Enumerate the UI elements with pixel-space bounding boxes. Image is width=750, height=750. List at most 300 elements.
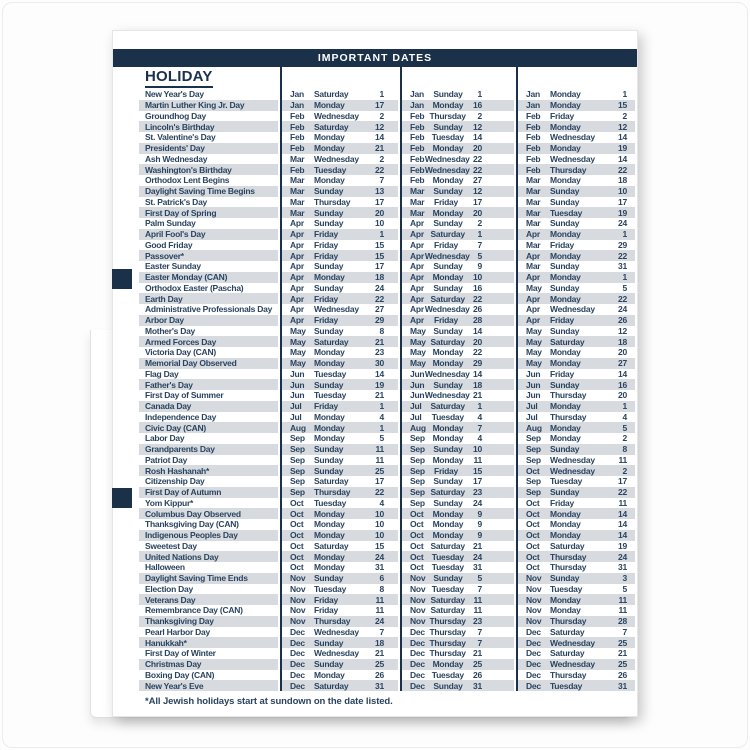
date: 10 xyxy=(618,186,627,197)
weekday: Monday xyxy=(550,594,581,605)
weekday: Saturday xyxy=(550,626,585,637)
year-col-2-cell xyxy=(400,401,516,412)
year-col-1-cell xyxy=(280,283,400,294)
weekday: Friday xyxy=(550,110,575,121)
year-col-2-cell xyxy=(400,207,516,218)
month: Mar xyxy=(526,186,541,197)
weekday: Sunday xyxy=(433,497,463,508)
date: 11 xyxy=(375,454,384,465)
month: Oct xyxy=(290,551,304,562)
weekday: Monday xyxy=(550,508,581,519)
month: Dec xyxy=(290,637,305,648)
weekday: Monday xyxy=(432,422,464,433)
weekday: Friday xyxy=(314,605,339,616)
weekday: Monday xyxy=(314,175,345,186)
year-col-1-cell xyxy=(280,594,400,605)
date: 31 xyxy=(473,680,482,691)
month: May xyxy=(290,325,306,336)
month: Jul xyxy=(290,401,302,412)
date: 18 xyxy=(618,336,627,347)
month: Nov xyxy=(526,605,542,616)
table-row xyxy=(113,229,637,240)
date: 7 xyxy=(622,626,627,637)
weekday: Friday xyxy=(434,315,459,326)
planner-page xyxy=(112,30,638,717)
year-col-3-cell xyxy=(516,336,637,347)
year-col-3-cell xyxy=(516,627,637,638)
weekday: Tuesday xyxy=(431,551,464,562)
date: 1 xyxy=(379,89,384,100)
weekday: Sunday xyxy=(314,282,344,293)
holiday-name: Mother's Day xyxy=(145,325,196,336)
weekday: Sunday xyxy=(550,325,580,336)
weekday: Wednesday xyxy=(550,659,595,670)
year-col-1-cell xyxy=(280,659,400,670)
month: Sep xyxy=(410,465,425,476)
date: 14 xyxy=(618,368,627,379)
date: 2 xyxy=(622,465,627,476)
month: Apr xyxy=(290,293,304,304)
table-row xyxy=(113,487,637,498)
year-col-3-cell xyxy=(516,659,637,670)
date: 4 xyxy=(379,497,384,508)
year-col-2-cell xyxy=(400,154,516,165)
month: Feb xyxy=(526,143,541,154)
weekday: Thursday xyxy=(429,616,466,627)
month: Apr xyxy=(526,304,540,315)
holiday-name-cell xyxy=(113,154,280,165)
holiday-name: Pearl Harbor Day xyxy=(145,626,210,637)
month: May xyxy=(290,358,306,369)
date: 7 xyxy=(477,637,482,648)
year-col-1-cell xyxy=(280,498,400,509)
date: 21 xyxy=(473,648,482,659)
weekday: Monday xyxy=(314,551,345,562)
weekday: Wednesday xyxy=(550,132,595,143)
year-col-1-cell xyxy=(280,562,400,573)
holiday-name-cell xyxy=(113,433,280,444)
year-col-1-cell xyxy=(280,508,400,519)
date: 1 xyxy=(379,401,384,412)
holiday-name: Daylight Saving Time Ends xyxy=(145,573,248,584)
date: 22 xyxy=(375,487,384,498)
month: Apr xyxy=(526,293,540,304)
table-row xyxy=(113,519,637,530)
month: Sep xyxy=(410,454,425,465)
table-row xyxy=(113,111,637,122)
month: Sep xyxy=(526,433,541,444)
year-col-1-cell xyxy=(280,293,400,304)
month: Apr xyxy=(410,218,424,229)
year-col-1-cell xyxy=(280,465,400,476)
year-col-2-cell xyxy=(400,422,516,433)
holiday-name-cell xyxy=(113,304,280,315)
weekday: Thursday xyxy=(550,669,587,680)
year-col-3-cell xyxy=(516,422,637,433)
holiday-name-cell xyxy=(113,465,280,476)
date: 24 xyxy=(618,218,627,229)
month: Sep xyxy=(290,465,305,476)
table-row xyxy=(113,465,637,476)
year-col-2-cell xyxy=(400,412,516,423)
month: Oct xyxy=(526,562,540,573)
table-row xyxy=(113,616,637,627)
holiday-name-cell xyxy=(113,541,280,552)
holiday-name: Election Day xyxy=(145,583,194,594)
weekday: Monday xyxy=(550,89,581,100)
holiday-name: Presidents' Day xyxy=(145,143,205,154)
holiday-table xyxy=(113,89,637,691)
month: Oct xyxy=(526,530,540,541)
month: Dec xyxy=(290,669,305,680)
weekday: Friday xyxy=(314,315,339,326)
year-col-3-cell xyxy=(516,412,637,423)
date: 24 xyxy=(375,616,384,627)
month: Dec xyxy=(526,637,541,648)
date: 2 xyxy=(622,110,627,121)
year-col-2-cell xyxy=(400,433,516,444)
weekday: Sunday xyxy=(550,196,580,207)
holiday-name: Sweetest Day xyxy=(145,540,197,551)
month: Dec xyxy=(410,626,425,637)
year-col-2-cell xyxy=(400,293,516,304)
holiday-name-cell xyxy=(113,605,280,616)
month: Nov xyxy=(526,616,542,627)
holiday-name: Thanksgiving Day (CAN) xyxy=(145,519,239,530)
year-col-3-cell xyxy=(516,433,637,444)
month: Oct xyxy=(526,551,540,562)
holiday-name-cell xyxy=(113,487,280,498)
year-col-2-cell xyxy=(400,100,516,111)
month: Mar xyxy=(290,207,305,218)
weekday: Thursday xyxy=(429,110,466,121)
date: 1 xyxy=(379,229,384,240)
holiday-name: Orthodox Easter (Pascha) xyxy=(145,282,244,293)
date: 5 xyxy=(622,422,627,433)
date: 25 xyxy=(375,659,384,670)
year-col-1-cell xyxy=(280,487,400,498)
month: Jun xyxy=(526,390,541,401)
date: 1 xyxy=(477,89,482,100)
year-col-2-cell xyxy=(400,551,516,562)
year-col-2-cell xyxy=(400,487,516,498)
date: 11 xyxy=(618,454,627,465)
weekday: Sunday xyxy=(433,186,463,197)
year-col-3-cell xyxy=(516,573,637,584)
year-col-3-cell xyxy=(516,154,637,165)
weekday: Thursday xyxy=(550,164,587,175)
weekday: Friday xyxy=(434,196,459,207)
year-col-2-cell xyxy=(400,89,516,100)
holiday-name: Patriot Day xyxy=(145,454,188,465)
weekday: Tuesday xyxy=(314,497,347,508)
month: Feb xyxy=(290,121,305,132)
date: 25 xyxy=(618,637,627,648)
weekday: Monday xyxy=(432,530,464,541)
weekday: Thursday xyxy=(550,551,587,562)
year-col-3-cell xyxy=(516,218,637,229)
year-col-1-cell xyxy=(280,326,400,337)
date: 7 xyxy=(379,626,384,637)
holiday-name: St. Patrick's Day xyxy=(145,196,208,207)
weekday: Tuesday xyxy=(314,164,347,175)
weekday: Monday xyxy=(432,454,464,465)
month: Jul xyxy=(410,411,422,422)
holiday-name: Veterans Day xyxy=(145,594,196,605)
table-row xyxy=(113,121,637,132)
weekday: Monday xyxy=(550,272,581,283)
date: 10 xyxy=(473,444,482,455)
month: Dec xyxy=(410,680,425,691)
date: 7 xyxy=(477,239,482,250)
date: 8 xyxy=(622,444,627,455)
year-col-2-cell xyxy=(400,541,516,552)
table-row xyxy=(113,530,637,541)
month: Jun xyxy=(526,368,541,379)
month: Dec xyxy=(290,680,305,691)
date: 14 xyxy=(473,132,482,143)
date: 1 xyxy=(622,272,627,283)
month: Dec xyxy=(526,669,541,680)
holiday-name-cell xyxy=(113,229,280,240)
holiday-name-cell xyxy=(113,551,280,562)
month: Mar xyxy=(526,261,541,272)
weekday: Monday xyxy=(432,143,464,154)
weekday: Monday xyxy=(314,519,345,530)
weekday: Saturday xyxy=(314,336,349,347)
table-row xyxy=(113,175,637,186)
holiday-name-cell xyxy=(113,637,280,648)
year-col-2-cell xyxy=(400,379,516,390)
table-row xyxy=(113,551,637,562)
month: Dec xyxy=(526,680,541,691)
holiday-name: Easter Monday (CAN) xyxy=(145,272,228,283)
year-col-3-cell xyxy=(516,272,637,283)
weekday: Friday xyxy=(550,368,575,379)
weekday: Tuesday xyxy=(314,583,347,594)
month: Feb xyxy=(526,153,541,164)
weekday: Saturday xyxy=(550,648,585,659)
date: 2 xyxy=(622,433,627,444)
month: Jan xyxy=(290,100,304,111)
month: Sep xyxy=(290,454,305,465)
holiday-name: First Day of Winter xyxy=(145,648,216,659)
date: 4 xyxy=(622,411,627,422)
date: 27 xyxy=(618,358,627,369)
table-row xyxy=(113,89,637,100)
year-col-2-cell xyxy=(400,229,516,240)
month: Feb xyxy=(526,132,541,143)
month: Jul xyxy=(526,411,538,422)
weekday: Sunday xyxy=(314,465,344,476)
month: Apr xyxy=(290,304,304,315)
month: Jun xyxy=(410,379,425,390)
year-col-3-cell xyxy=(516,132,637,143)
weekday: Sunday xyxy=(433,325,463,336)
year-col-1-cell xyxy=(280,250,400,261)
weekday: Monday xyxy=(314,508,345,519)
year-col-2-cell xyxy=(400,315,516,326)
weekday: Sunday xyxy=(314,454,344,465)
date: 6 xyxy=(379,573,384,584)
weekday: Sunday xyxy=(314,325,344,336)
year-col-2-cell xyxy=(400,519,516,530)
year-col-3-cell xyxy=(516,121,637,132)
holiday-name: Thanksgiving Day xyxy=(145,616,214,627)
holiday-name-cell xyxy=(113,283,280,294)
month: Apr xyxy=(290,250,304,261)
holiday-name-cell xyxy=(113,89,280,100)
year-col-3-cell xyxy=(516,498,637,509)
year-col-3-cell xyxy=(516,584,637,595)
important-dates-title: IMPORTANT DATES xyxy=(317,52,433,64)
weekday: Sunday xyxy=(433,218,463,229)
table-row xyxy=(113,433,637,444)
holiday-name: Good Friday xyxy=(145,239,193,250)
date: 28 xyxy=(618,616,627,627)
date: 31 xyxy=(375,562,384,573)
weekday: Sunday xyxy=(550,186,580,197)
date: 27 xyxy=(473,175,482,186)
date: 26 xyxy=(473,669,482,680)
weekday: Wednesday xyxy=(424,153,470,164)
year-col-1-cell xyxy=(280,240,400,251)
year-col-3-cell xyxy=(516,240,637,251)
date: 2 xyxy=(379,110,384,121)
month: May xyxy=(526,282,542,293)
year-col-2-cell xyxy=(400,197,516,208)
weekday: Sunday xyxy=(314,444,344,455)
month: Mar xyxy=(290,196,305,207)
holiday-name-cell xyxy=(113,498,280,509)
date: 21 xyxy=(375,390,384,401)
year-col-1-cell xyxy=(280,422,400,433)
year-col-1-cell xyxy=(280,519,400,530)
month: Apr xyxy=(526,315,540,326)
weekday: Sunday xyxy=(314,218,344,229)
month: Sep xyxy=(526,454,541,465)
weekday: Wednesday xyxy=(550,454,595,465)
weekday: Tuesday xyxy=(431,132,464,143)
year-col-1-cell xyxy=(280,229,400,240)
weekday: Saturday xyxy=(314,680,349,691)
weekday: Sunday xyxy=(550,379,580,390)
holiday-name-cell xyxy=(113,594,280,605)
date: 9 xyxy=(477,530,482,541)
month: Mar xyxy=(290,175,305,186)
month: Apr xyxy=(290,218,304,229)
date: 20 xyxy=(618,390,627,401)
weekday: Friday xyxy=(550,239,575,250)
date: 12 xyxy=(473,186,482,197)
weekday: Friday xyxy=(314,293,339,304)
year-col-3-cell xyxy=(516,594,637,605)
holiday-name: Earth Day xyxy=(145,293,183,304)
date: 1 xyxy=(379,422,384,433)
month: Mar xyxy=(410,186,425,197)
holiday-name-cell xyxy=(113,584,280,595)
year-col-3-cell xyxy=(516,175,637,186)
weekday: Monday xyxy=(550,175,581,186)
date: 25 xyxy=(375,465,384,476)
weekday: Saturday xyxy=(430,336,465,347)
month: Dec xyxy=(290,626,305,637)
year-col-1-cell xyxy=(280,444,400,455)
year-col-2-cell xyxy=(400,132,516,143)
year-col-2-cell xyxy=(400,455,516,466)
year-col-1-cell xyxy=(280,100,400,111)
weekday: Tuesday xyxy=(550,583,583,594)
weekday: Wednesday xyxy=(424,368,470,379)
month: May xyxy=(290,336,306,347)
date: 14 xyxy=(618,508,627,519)
table-row xyxy=(113,164,637,175)
date: 22 xyxy=(375,164,384,175)
holiday-name: Arbor Day xyxy=(145,315,184,326)
year-col-3-cell xyxy=(516,476,637,487)
month: Nov xyxy=(526,594,542,605)
date: 18 xyxy=(618,175,627,186)
date: 11 xyxy=(375,594,384,605)
date: 22 xyxy=(618,293,627,304)
weekday: Thursday xyxy=(550,616,587,627)
holiday-name: New Year's Day xyxy=(145,89,204,100)
weekday: Wednesday xyxy=(550,153,595,164)
year-col-1-cell xyxy=(280,207,400,218)
date: 26 xyxy=(618,315,627,326)
holiday-name-cell xyxy=(113,422,280,433)
date: 7 xyxy=(379,175,384,186)
year-col-3-cell xyxy=(516,487,637,498)
month: Apr xyxy=(526,229,540,240)
month: Apr xyxy=(410,261,424,272)
date: 24 xyxy=(473,497,482,508)
month: Jan xyxy=(526,100,540,111)
holiday-name-cell xyxy=(113,412,280,423)
month: Apr xyxy=(410,304,424,315)
month: Apr xyxy=(410,239,424,250)
month: Aug xyxy=(410,422,426,433)
date: 22 xyxy=(473,153,482,164)
date: 22 xyxy=(473,293,482,304)
weekday: Monday xyxy=(314,272,345,283)
weekday: Sunday xyxy=(550,261,580,272)
holiday-name-cell xyxy=(113,186,280,197)
table-row xyxy=(113,293,637,304)
date: 14 xyxy=(618,153,627,164)
weekday: Friday xyxy=(314,250,339,261)
month: Apr xyxy=(526,272,540,283)
date: 20 xyxy=(473,207,482,218)
month: Feb xyxy=(410,121,425,132)
year-col-3-cell xyxy=(516,207,637,218)
table-row xyxy=(113,132,637,143)
year-col-1-cell xyxy=(280,637,400,648)
year-col-1-cell xyxy=(280,89,400,100)
date: 11 xyxy=(618,594,627,605)
year-col-2-cell xyxy=(400,164,516,175)
weekday: Monday xyxy=(550,250,581,261)
date: 22 xyxy=(473,347,482,358)
table-row xyxy=(113,304,637,315)
weekday: Sunday xyxy=(314,379,344,390)
date: 17 xyxy=(375,261,384,272)
weekday: Wednesday xyxy=(314,648,359,659)
month: Sep xyxy=(410,476,425,487)
year-col-2-cell xyxy=(400,508,516,519)
year-col-3-cell xyxy=(516,508,637,519)
holiday-name-cell xyxy=(113,175,280,186)
